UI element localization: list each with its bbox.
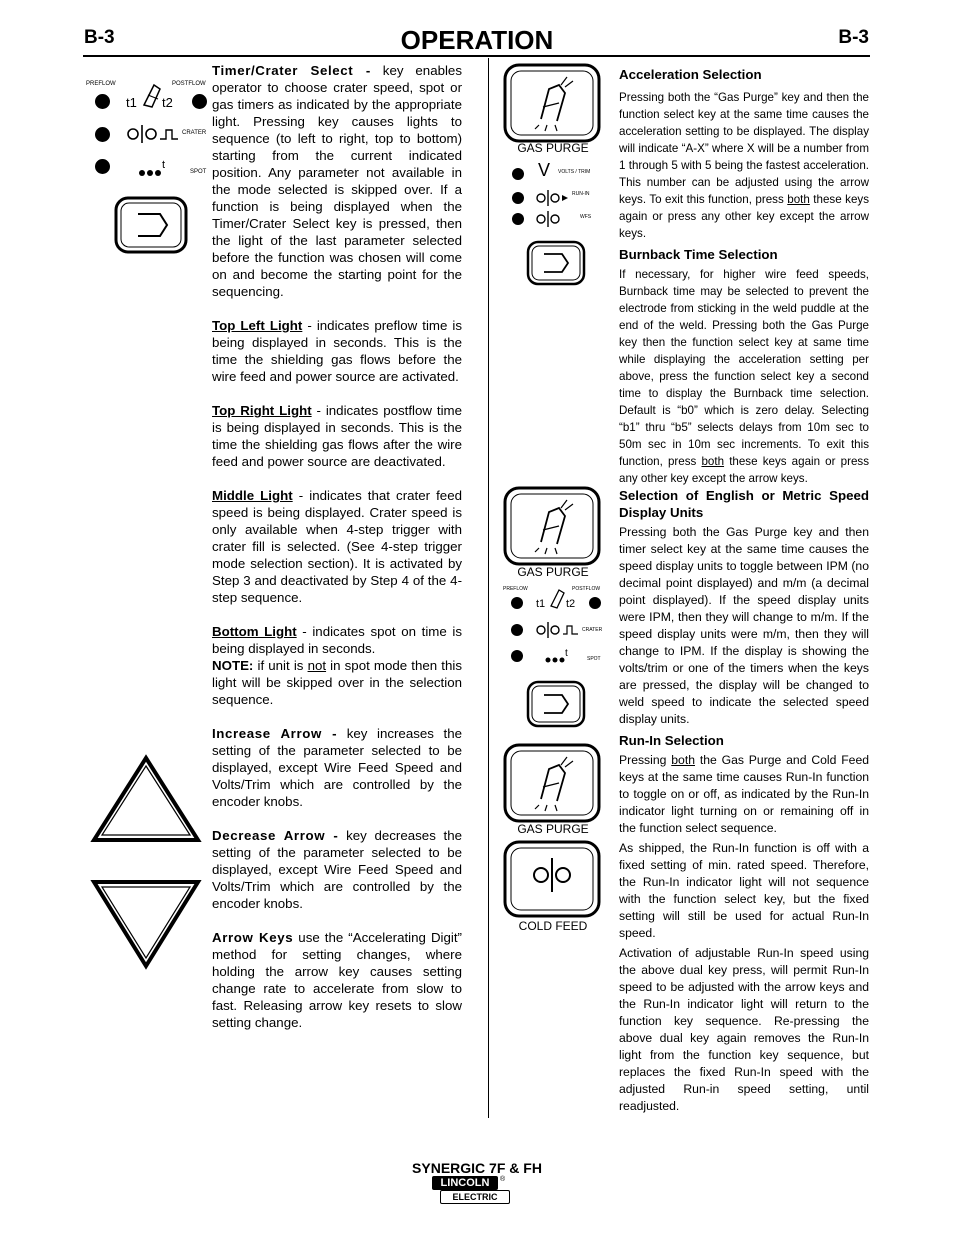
crater-label: CRATER [182,130,207,136]
page-code-right: B-3 [838,27,869,48]
logo-registered-mark: ® [500,1176,506,1183]
timer-select-key[interactable] [114,196,188,254]
gas-purge-key-1[interactable] [503,63,601,143]
acceleration-paragraph: Pressing both the “Gas Purge” key and then the function select key at the same time causes the acceleration setting to be displayed. The display will indicate “A-X” where X will be a number from 1 through 5 with 5 being the fastest acceleration. This number can be adjusted using the arrow keys. To exit this function, press both these keys again or press any other key except the arrow keys. [619,91,869,240]
gas-purge-label-2: GAS PURGE [517,565,589,579]
lincoln-electric-logo [432,1176,512,1206]
timer-crater-title: Timer/Crater Select - [212,63,371,78]
run-in-paragraph-2: As shipped, the Run-In function is off with a fixed setting of min. rated speed. Therefore, the Run-In indicator light will not sequence with the function select key, but the fixed setting will still be used for actual Run-In speed. [619,841,869,940]
run-in-paragraph-3: Activation of adjustable Run-In speed using the above dual key press, will permit Run-In speed to be adjusted with the arrow keys and the Run-In indicator light will return to the function key sequence. Re-pressing the above dual key again removes the Run-In light from the function key sequence, but replaces the fixed Run-In speed with the adjusted Run-in speed setting, until readjusted. [619,946,869,1113]
select-arrow-icon [138,214,167,236]
units-paragraph: Pressing both the Gas Purge key and then timer select key at the same time causes the speed display units to toggle between IPM (no decimal point displayed) and m/m (a decimal point displayed). If the speed display units were IPM, then they will change to m/m. If the speed display units were m/m, then they will change to IPM. If the display is showing the volts/trim or one of the timers when the keys are pressed, the display will be changed to weld speed to indicate the selected speed display units. [619,525,869,726]
burnback-paragraph: If necessary, for higher wire feed speeds, Burnback time may be selected to prevent the electrode from sticking in the weld puddle at the end of the weld. Pressing both the Gas Purge key then the function select key at same time while displaying the acceleration setting per above, press the function select key a second time to display the Burnback time selection. Default is “b0” which is zero delay. Selecting “b1” thru “b5” selects delays from 10m sec to 50m sec in 10m sec increments. To exit this function, press both these keys again or press any other key except the arrow keys. [619,268,869,485]
gas-nozzle-icon [535,500,573,554]
right-text-column-bottom [619,487,869,1115]
wfs-light [512,213,524,225]
logo-bottom: ELECTRIC [440,1190,510,1204]
gas-nozzle-icon [535,77,573,131]
header-rule [83,55,870,57]
cold-feed-label: COLD FEED [518,919,588,933]
timer-select-key-2[interactable] [526,680,586,728]
run-in-paragraph-1: Pressing both the Gas Purge and Cold Feed keys at the same time causes Run-In function to toggle on or off, as indicated by the Run-In indicator light turning on or remaining off in the function select sequence. [619,753,870,835]
arrow-keys-paragraph: Arrow Keys use the “Accelerating Digit” method for setting changes, where holding the arrow key causes setting change rate to accelerate from slow to fast. Releasing arrow key resets to slow setting change. [212,930,462,1030]
cold-feed-key[interactable] [503,840,601,918]
display-select-lights [510,160,610,232]
postflow-label: POSTFLOW [172,81,206,87]
gas-purge-key-3[interactable] [503,743,601,823]
t1-text-2: t1 [536,598,546,610]
page-title: OPERATION [400,25,554,55]
gas-timer-icon-2 [535,584,585,610]
spot-light-2 [511,650,523,662]
crater-light-2 [511,624,523,636]
run-in-label: RUN-IN [572,191,590,197]
cold-feed-rollers-icon [534,858,570,892]
acceleration-heading: Acceleration Selection [619,67,762,82]
gas-purge-key-2[interactable] [503,486,601,566]
postflow-label-2: POSTFLOW [572,586,601,592]
select-arrow-icon [544,254,568,272]
spot-t-text-2: t [565,648,568,659]
timer-lights-panel-2 [503,584,608,669]
volts-v-symbol: V [538,160,551,180]
crater-icon-2 [535,620,581,640]
spot-label: SPOT [190,169,207,175]
logo-top: LINCOLN [432,1176,498,1190]
function-select-key[interactable] [526,240,586,286]
top-left-light-paragraph: Top Left Light - indicates preflow time is being displayed in seconds. This is the time the shielding gas flows before the wire feed and power source are activated. [212,318,463,384]
timer-lights-panel [84,75,214,185]
top-right-light-paragraph: Top Right Light - indicates postflow time is being displayed in seconds. This is the time the shielding gas flows after the wire feed and power source are deactivated. [212,403,462,469]
postflow-light [192,94,207,109]
decrease-arrow-key[interactable] [88,878,204,972]
preflow-label-2: PREFLOW [503,586,528,592]
middle-light-paragraph: Middle Light - indicates that crater feed speed is being displayed. Crater speed is only available when 4-step trigger with crater fill is selected. (See 4-step trigger mode selection section). It is activated by Step 3 and deactivated by Step 4 of the 4-step sequence. [212,488,462,605]
gas-purge-label-3: GAS PURGE [517,822,589,836]
decrease-arrow-paragraph: Decrease Arrow - key decreases the setting of the parameter selected to be displayed, except Wire Feed Speed and Volts/Trim which are controlled by the encoder knobs. [212,828,462,911]
run-in-light [512,192,524,204]
preflow-light-2 [511,597,523,609]
increase-arrow-paragraph: Increase Arrow - key increases the setting of the parameter selected to be displayed, except Wire Feed Speed and Volts/Trim which are controlled by the encoder knobs. [212,726,463,809]
preflow-light [95,94,110,109]
column-divider [488,58,489,1118]
bottom-light-paragraph: Bottom Light - indicates spot on time is being displayed in seconds. [212,624,462,656]
volts-light [512,168,524,180]
select-arrow-icon [544,695,568,713]
note-paragraph: NOTE: if unit is not in spot mode then this light will be skipped over in the selection sequence. [212,658,462,707]
right-text-column-top [619,66,869,487]
postflow-light-2 [589,597,601,609]
spot-t-text: t [162,159,166,171]
spot-icon-2 [545,646,575,666]
gas-purge-label-1: GAS PURGE [517,141,589,155]
t2-text-2: t2 [566,598,576,610]
crater-label-2: CRATER [582,627,603,633]
t1-text: t1 [126,95,137,110]
gas-nozzle-icon [535,757,573,811]
wfs-icon [536,209,562,229]
crater-icon [126,123,182,145]
increase-arrow-key[interactable] [88,752,204,844]
burnback-heading: Burnback Time Selection [619,247,778,262]
volts-trim-label: VOLTS / TRIM [558,169,591,175]
crater-light [95,127,110,142]
spot-light [95,159,110,174]
units-heading: Selection of English or Metric Speed Display Units [619,488,869,520]
run-in-icon [536,188,570,208]
wfs-label: WFS [580,214,592,220]
preflow-label: PREFLOW [86,81,116,87]
footer-model: SYNERGIC 7F & FH [412,1160,542,1176]
timer-crater-paragraph: Timer/Crater Select - key enables operator to choose crater speed, spot or gas timers as indicated by the appropriate light. Pressing key causes lights to sequence (to left to right, top to bottom) starting from the current indicated position. Any parameter not available in the mode selected is skipped over. If a function is being displayed when the Timer/Crater Select key is pressed, then the light of the last parameter selected before the function was chosen will come on and become the starting point for the sequencing. [212,63,462,299]
page-code-left: B-3 [84,27,115,48]
gas-timer-icon [124,77,186,111]
spot-icon [138,157,172,179]
t2-text: t2 [162,95,173,110]
run-in-heading: Run-In Selection [619,733,724,748]
left-text-column [212,62,462,1031]
spot-label-2: SPOT [587,656,601,662]
